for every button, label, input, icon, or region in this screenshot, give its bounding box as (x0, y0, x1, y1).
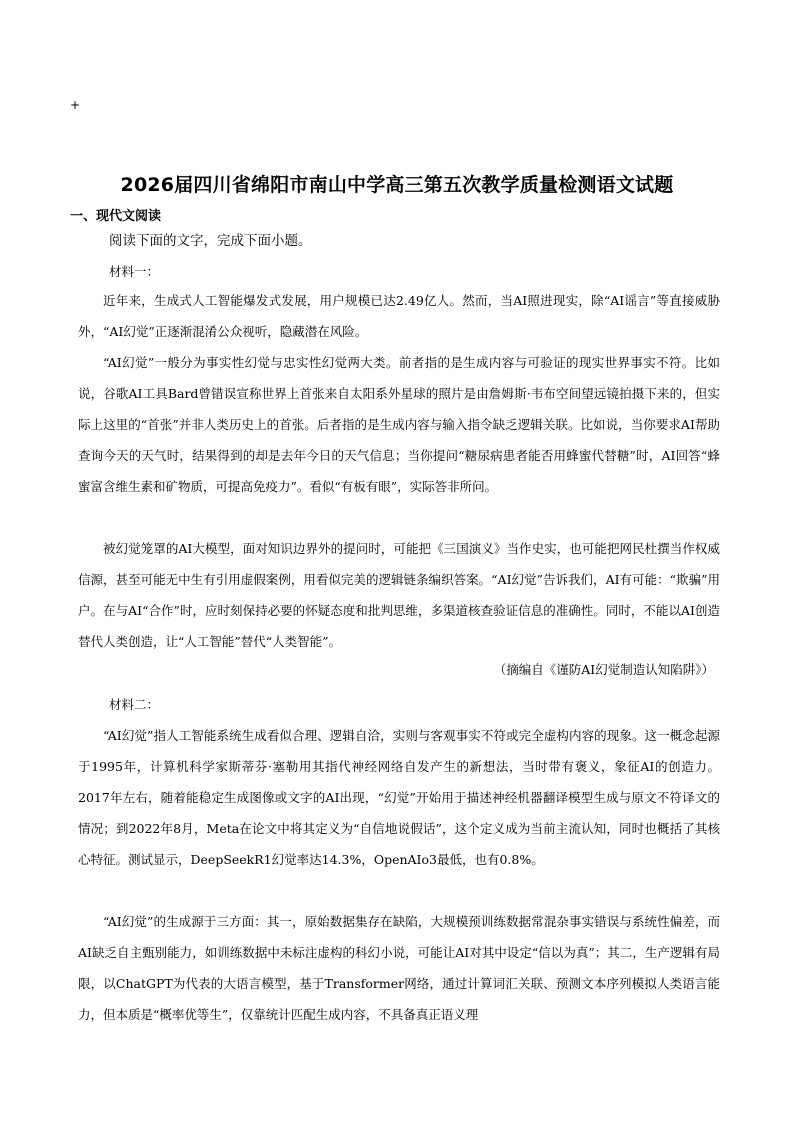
paragraph: 被幻觉笼罩的AI大模型，面对知识边界外的提问时，可能把《三国演义》当作史实，也可能把网民杜撰当作权威信源，甚至可能无中生有引用虚假案例，用看似完美的逻辑链条编织答案。“AI幻觉”告诉我们，AI有可能：“欺骗”用户。在与AI“合作”时，应时刻保持必要的怀疑态度和批判思维，多渠道核查验证信息的准确性。同时，不能以AI创造替代人类创造，让“人工智能”替代“人类智能”。 (78, 541, 720, 649)
paragraph: “AI幻觉”的生成源于三方面：其一，原始数据集存在缺陷，大规模预训练数据常混杂事实错误与系统性偏差，而AI缺乏自主甄别能力，如训练数据中未标注虚构的科幻小说，可能让AI对其中设定“信以为真”；其二，生产逻辑有局限，以ChatGPT为代表的大语言模型，基于Transformer网络，通过计算词汇关联、预测文本序列模拟人类语言能力，但本质是“概率优等生”，仅靠统计匹配生成内容，不具备真正语义理 (78, 914, 720, 1022)
instruction-text: 阅读下面的文字，完成下面小题。 (109, 233, 312, 249)
page-marker: + (70, 98, 81, 112)
material-one-label: 材料一： (109, 264, 160, 279)
paragraph: “AI幻觉”指人工智能系统生成看似合理、逻辑自洽，实则与客观事实不符或完全虚构内容的现象。这一概念起源于1995年，计算机科学家斯蒂芬·塞勒用其指代神经网络自发产生的新想法，当时带有褒义，象征AI的创造力。2017年左右，随着能稳定生成图像或文字的AI出现，“幻觉”开始用于描述神经机器翻译模型生成与原文不符译文的情况；到2022年8月，Meta在论文中将其定义为“自信地说假话”，这个定义成为当前主流认知，同时也概括了其核心特征。测试显示，DeepSeekR1幻觉率达14.3%，OpenAIo3最低，也有0.8%。 (78, 728, 720, 867)
section-heading: 一、现代文阅读 (70, 209, 162, 224)
material-two-label: 材料二： (109, 697, 160, 712)
paragraph: “AI幻觉”一般分为事实性幻觉与忠实性幻觉两大类。前者指的是生成内容与可验证的现实世界事实不符。比如说，谷歌AI工具Bard曾错误宣称世界上首张来自太阳系外星球的照片是由詹姆斯·韦布空间望远镜拍摄下来的，但实际上这里的“首张”并非人类历史上的首张。后者指的是生成内容与输入指令缺乏逻辑关联。比如说，当你要求AI帮助查询今天的天气时，结果得到的却是去年今日的天气信息；当你提问“糖尿病患者能否用蜂蜜代替糖”时，AI回答“蜂蜜富含维生素和矿物质，可提高免疫力”。看似“有板有眼”，实际答非所问。 (78, 355, 720, 494)
source-citation: （摘编自《谨防AI幻觉制造认知陷阱》） (493, 662, 714, 677)
page-title: 2026届四川省绵阳市南山中学高三第五次教学质量检测语文试题 (120, 174, 674, 196)
paragraph: 近年来，生成式人工智能爆发式发展，用户规模已达2.49亿人。然而，当AI照进现实，除“AI谣言”等直接威胁外，“AI幻觉”正逐渐混淆公众视听，隐藏潜在风险。 (78, 293, 720, 339)
